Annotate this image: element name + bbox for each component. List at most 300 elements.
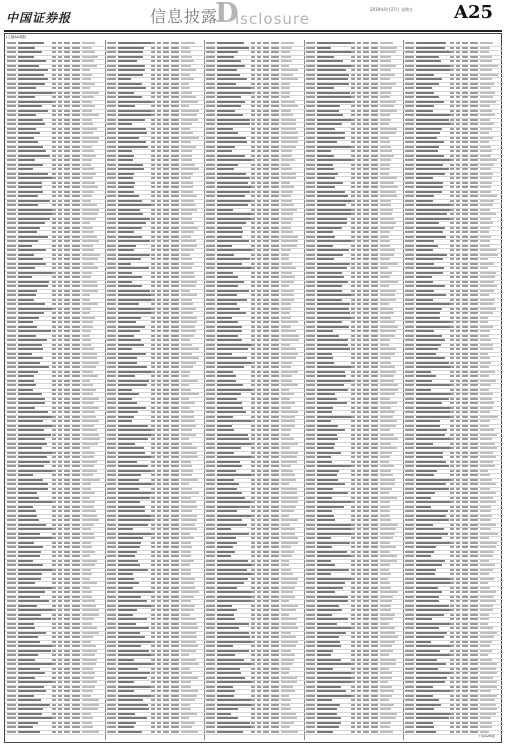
table-cell [72, 245, 80, 247]
continued-footer: 下转A26版 [477, 734, 495, 738]
table-cell [163, 537, 169, 539]
table-cell [251, 96, 255, 98]
table-cell [317, 51, 353, 53]
table-cell [271, 650, 279, 652]
table-cell [206, 443, 215, 445]
table-cell [7, 227, 16, 229]
table-cell [217, 708, 238, 710]
table-cell [52, 546, 56, 548]
table-cell [18, 546, 44, 548]
table-cell [257, 294, 261, 296]
table-cell [271, 470, 279, 472]
table-cell [107, 312, 116, 314]
table-cell [357, 582, 361, 584]
table-cell [7, 69, 16, 71]
table-cell [363, 317, 369, 319]
table-cell [151, 227, 155, 229]
table-cell [217, 366, 243, 368]
table-cell [371, 173, 379, 175]
table-cell [263, 159, 269, 161]
table-cell [371, 411, 379, 413]
table-cell [306, 443, 315, 445]
table-cell [72, 573, 80, 575]
table-cell [351, 632, 355, 634]
table-cell [317, 87, 334, 89]
table-cell [7, 690, 16, 692]
table-cell [271, 119, 279, 121]
table-cell [371, 528, 379, 530]
table-cell [163, 308, 169, 310]
table-cell [371, 492, 379, 494]
table-cell [118, 123, 132, 125]
table-cell [58, 101, 62, 103]
table-cell [52, 65, 56, 67]
table-cell [7, 294, 16, 296]
table-cell [64, 677, 70, 679]
table-cell [257, 150, 261, 152]
table-cell [107, 92, 116, 94]
table-cell [263, 317, 269, 319]
table-cell [251, 438, 255, 440]
table-cell [271, 146, 279, 148]
table-cell [118, 128, 147, 130]
table-cell [72, 668, 80, 670]
table-cell [217, 681, 253, 683]
table-cell [351, 290, 355, 292]
table-cell [281, 132, 298, 134]
table-cell [18, 119, 43, 121]
table-cell [363, 56, 369, 58]
table-cell [217, 362, 253, 364]
table-cell [82, 384, 93, 386]
table-cell [263, 465, 269, 467]
table-cell [64, 623, 70, 625]
table-cell [317, 371, 346, 373]
table-cell [118, 303, 139, 305]
table-cell [107, 69, 116, 71]
table-cell [151, 326, 155, 328]
table-cell [118, 240, 151, 242]
table-cell [157, 681, 161, 683]
table-cell [306, 672, 315, 674]
table-cell [18, 461, 50, 463]
table-cell [217, 726, 254, 728]
table-cell [107, 78, 116, 80]
table-cell [171, 591, 179, 593]
table-cell [163, 677, 169, 679]
table-cell [263, 452, 269, 454]
table-cell [306, 614, 315, 616]
table-cell [317, 582, 345, 584]
table-cell [82, 483, 92, 485]
table-cell [306, 258, 315, 260]
table-cell [363, 434, 369, 436]
table-cell [363, 555, 369, 557]
table-cell [263, 497, 269, 499]
table-cell [118, 501, 140, 503]
table-cell [380, 191, 396, 193]
table-cell [171, 717, 179, 719]
table-cell [82, 177, 93, 179]
table-cell [351, 569, 355, 571]
table-cell [157, 686, 161, 688]
table-cell [181, 564, 190, 566]
table-cell [58, 303, 62, 305]
table-cell [181, 312, 193, 314]
table-cell [163, 69, 169, 71]
table-cell [217, 213, 253, 215]
table-cell [306, 60, 315, 62]
table-cell [18, 231, 37, 233]
table-cell [118, 542, 141, 544]
table-cell [163, 636, 169, 638]
table-cell [363, 465, 369, 467]
table-cell [306, 654, 315, 656]
table-cell [217, 195, 244, 197]
table-cell [251, 132, 255, 134]
table-cell [151, 263, 155, 265]
table-cell [371, 447, 379, 449]
table-cell [151, 186, 155, 188]
table-cell [163, 164, 169, 166]
table-cell [181, 299, 191, 301]
table-cell [306, 411, 315, 413]
table-cell [271, 407, 279, 409]
table-cell [351, 303, 355, 305]
table-cell [271, 222, 279, 224]
table-cell [18, 641, 40, 643]
table-cell [107, 60, 116, 62]
table-cell [363, 510, 369, 512]
table-cell [163, 582, 169, 584]
table-cell [263, 110, 269, 112]
table-cell [82, 96, 94, 98]
table-cell [163, 326, 169, 328]
table-cell [171, 546, 179, 548]
table-cell [7, 636, 16, 638]
table-cell [107, 195, 116, 197]
table-cell [263, 123, 269, 125]
table-cell [157, 101, 161, 103]
table-cell [251, 110, 255, 112]
table-cell [363, 429, 369, 431]
table-cell [64, 438, 70, 440]
table-cell [171, 515, 179, 517]
table-cell [64, 560, 70, 562]
table-cell [380, 348, 395, 350]
table-cell [371, 213, 379, 215]
table-cell [7, 645, 16, 647]
table-cell [371, 92, 379, 94]
table-cell [357, 420, 361, 422]
table-cell [18, 51, 43, 53]
table-cell [317, 290, 342, 292]
table-cell [72, 596, 80, 598]
table-cell [163, 254, 169, 256]
table-cell [281, 519, 298, 521]
table-cell [306, 573, 315, 575]
table-cell [82, 636, 93, 638]
table-cell [181, 380, 198, 382]
table-cell [306, 488, 315, 490]
table-cell [107, 668, 116, 670]
table-cell [217, 623, 249, 625]
table-cell [18, 416, 54, 418]
table-cell [206, 722, 215, 724]
table-cell [181, 366, 193, 368]
table-cell [371, 60, 379, 62]
table-cell [271, 285, 279, 287]
table-cell [107, 704, 116, 706]
table-cell [52, 60, 56, 62]
table-cell [58, 186, 62, 188]
table-cell [281, 470, 293, 472]
table-cell [281, 506, 297, 508]
table-cell [52, 78, 56, 80]
table-cell [58, 393, 62, 395]
table-cell [217, 74, 239, 76]
table-cell [206, 308, 215, 310]
table-cell [157, 654, 161, 656]
table-cell [7, 249, 16, 251]
table-cell [64, 645, 70, 647]
table-cell [380, 636, 398, 638]
table-cell [317, 704, 340, 706]
table-cell [271, 582, 279, 584]
table-cell [351, 87, 355, 89]
table-cell [271, 389, 279, 391]
table-cell [363, 672, 369, 674]
table-cell [351, 236, 355, 238]
table-cell [82, 623, 92, 625]
table-cell [380, 713, 397, 715]
table-cell [380, 443, 391, 445]
table-cell [357, 704, 361, 706]
table-cell [163, 600, 169, 602]
table-cell [82, 357, 97, 359]
table-cell [371, 222, 379, 224]
table-cell [151, 371, 155, 373]
table-cell [263, 569, 269, 571]
table-cell [151, 83, 155, 85]
table-cell [206, 596, 215, 598]
table-cell [380, 56, 390, 58]
table-cell [281, 348, 296, 350]
table-cell [151, 155, 155, 157]
table-cell [271, 551, 279, 553]
table-cell [82, 578, 90, 580]
table-cell [181, 335, 193, 337]
table-cell [351, 506, 355, 508]
table-cell [257, 587, 261, 589]
table-cell [64, 420, 70, 422]
table-cell [317, 267, 347, 269]
table-cell [64, 686, 70, 688]
table-cell [371, 204, 379, 206]
table-cell [217, 339, 242, 341]
table-cell [181, 569, 191, 571]
table-cell [306, 281, 315, 283]
table-cell [271, 501, 279, 503]
table-cell [306, 173, 315, 175]
table-cell [157, 83, 161, 85]
table-cell [306, 236, 315, 238]
table-cell [380, 600, 391, 602]
table-cell [251, 573, 255, 575]
table-cell [118, 371, 152, 373]
table-cell [206, 299, 215, 301]
table-cell [163, 668, 169, 670]
table-cell [58, 74, 62, 76]
table-cell [171, 582, 179, 584]
table-cell [480, 47, 490, 49]
table-cell [271, 654, 279, 656]
table-cell [263, 276, 269, 278]
table-cell [64, 515, 70, 517]
table-cell [380, 699, 389, 701]
table-cell [7, 213, 16, 215]
table-cell [371, 110, 379, 112]
table-cell [263, 551, 269, 553]
table-cell [217, 380, 236, 382]
table-cell [107, 641, 116, 643]
table-cell [217, 551, 235, 553]
table-cell [118, 722, 137, 724]
table-cell [257, 686, 261, 688]
table-cell [118, 470, 151, 472]
table-cell [72, 141, 80, 143]
table-cell [7, 596, 16, 598]
table-cell [306, 195, 315, 197]
table-cell [151, 65, 155, 67]
table-cell [380, 717, 395, 719]
table-cell [18, 285, 48, 287]
table-cell [58, 173, 62, 175]
table-cell [217, 515, 255, 517]
table-cell [157, 245, 161, 247]
table-cell [217, 384, 243, 386]
table-cell [52, 731, 56, 733]
table-cell [151, 330, 155, 332]
table-cell [251, 78, 255, 80]
table-cell [405, 65, 414, 67]
table-cell [363, 303, 369, 305]
table-cell [281, 245, 297, 247]
table-cell [72, 330, 80, 332]
table-cell [157, 443, 161, 445]
table-cell [107, 425, 116, 427]
table-cell [171, 492, 179, 494]
table-cell [363, 627, 369, 629]
table-cell [163, 546, 169, 548]
table-cell [281, 56, 291, 58]
table-cell [317, 182, 344, 184]
table-cell [317, 474, 337, 476]
table-cell [72, 110, 80, 112]
table-cell [357, 339, 361, 341]
table-cell [217, 488, 237, 490]
table-cell [306, 240, 315, 242]
table-cell [157, 645, 161, 647]
table-cell [64, 582, 70, 584]
table-cell [363, 695, 369, 697]
table-cell [206, 263, 215, 265]
table-cell [64, 713, 70, 715]
table-cell [171, 69, 179, 71]
table-cell [181, 146, 196, 148]
table-cell [206, 474, 215, 476]
table-cell [163, 627, 169, 629]
table-cell [82, 222, 90, 224]
table-cell [157, 528, 161, 530]
table-cell [470, 42, 478, 44]
table-cell [64, 204, 70, 206]
table-cell [251, 276, 255, 278]
table-cell [118, 726, 135, 728]
table-cell [157, 308, 161, 310]
table-cell [217, 668, 240, 670]
table-cell [7, 506, 16, 508]
table-cell [217, 312, 246, 314]
table-cell [206, 546, 215, 548]
table-cell [151, 659, 155, 661]
table-cell [157, 110, 161, 112]
table-cell [217, 335, 237, 337]
table-cell [107, 186, 116, 188]
table-cell [151, 69, 155, 71]
table-cell [18, 411, 48, 413]
table-cell [151, 285, 155, 287]
table-cell [351, 528, 355, 530]
table-cell [217, 524, 247, 526]
table-cell [351, 717, 355, 719]
table-cell [263, 537, 269, 539]
table-cell [306, 465, 315, 467]
table-cell [456, 65, 460, 67]
table-cell [7, 231, 16, 233]
table-cell [107, 614, 116, 616]
section-title-initial: D [215, 0, 239, 29]
table-cell [107, 155, 116, 157]
table-cell [157, 461, 161, 463]
table-cell [58, 672, 62, 674]
table-cell [217, 533, 249, 535]
table-cell [181, 195, 197, 197]
table-cell [181, 573, 191, 575]
table-cell [171, 461, 179, 463]
table-cell [7, 285, 16, 287]
table-cell [181, 636, 196, 638]
table-cell [118, 69, 146, 71]
table-cell [257, 474, 261, 476]
table-cell [118, 627, 149, 629]
table-cell [7, 128, 16, 130]
table-cell [171, 578, 179, 580]
table-cell [257, 578, 261, 580]
table-cell [306, 605, 315, 607]
table-cell [18, 420, 43, 422]
table-cell [206, 348, 215, 350]
table-cell [157, 537, 161, 539]
table-cell [118, 249, 134, 251]
table-cell [357, 645, 361, 647]
table-cell [351, 699, 355, 701]
table-cell [7, 551, 16, 553]
table-cell [52, 681, 56, 683]
table-cell [7, 186, 16, 188]
table-cell [257, 249, 261, 251]
table-cell [163, 155, 169, 157]
